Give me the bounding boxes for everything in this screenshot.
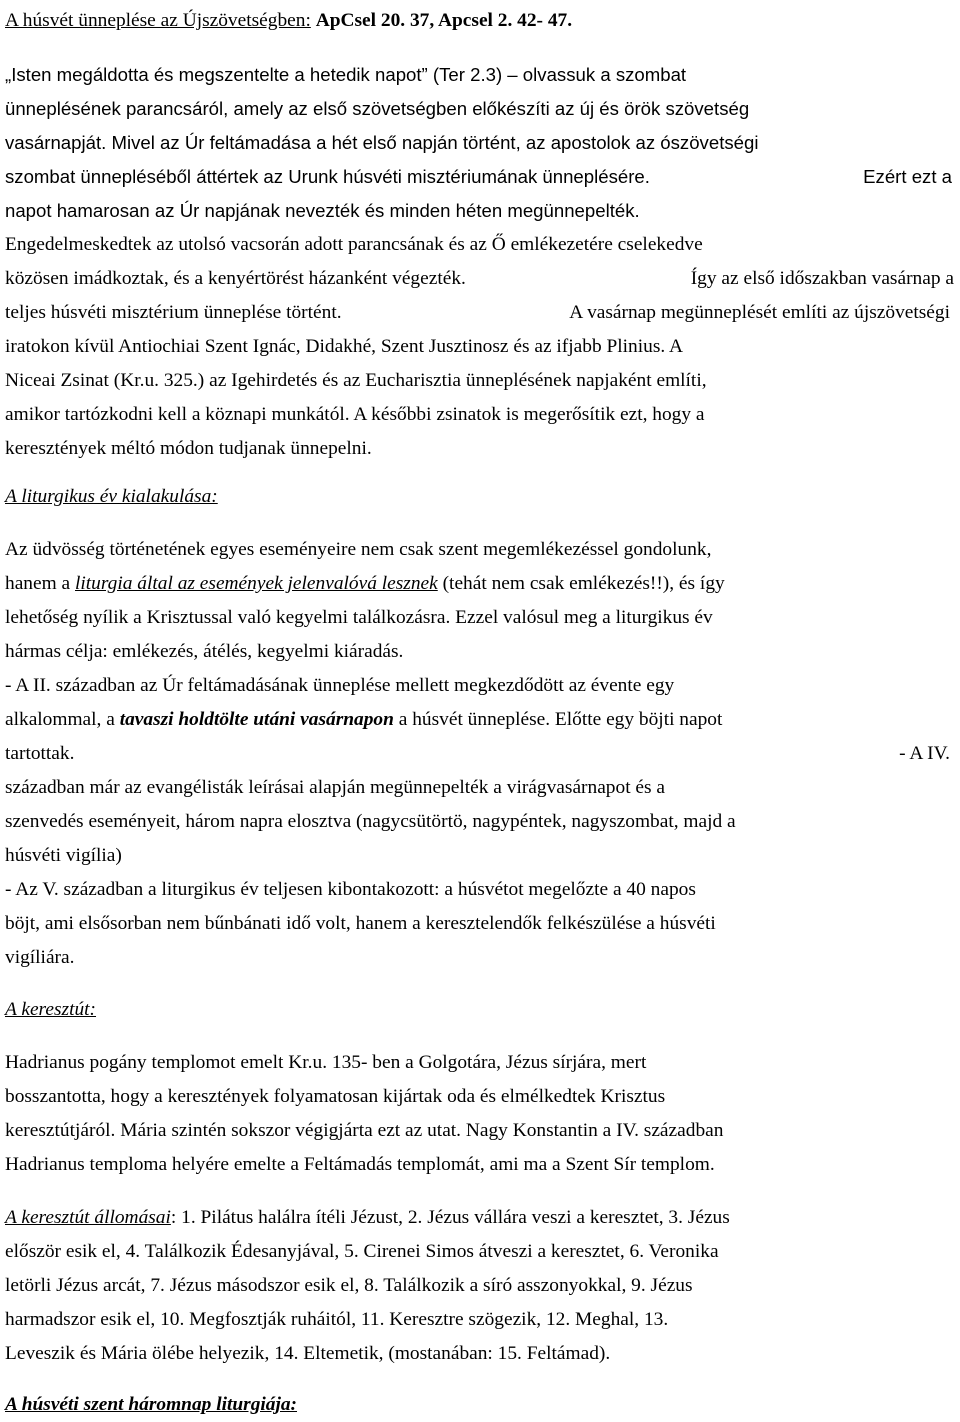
section1-line: teljes húsvéti misztérium ünneplése történt. — [5, 302, 342, 323]
stations-label: A keresztút állomásai — [5, 1207, 171, 1228]
section1-line: amikor tartózkodni kell a köznapi munkától. A későbbi zsinatok is megerősítik ezt, hogy a — [5, 404, 705, 425]
section2-line: alkalommal, a tavaszi holdtölte utáni vasárnapon a húsvét ünneplése. Előtte egy böjti napot — [5, 709, 723, 730]
section2-line: lehetőség nyílik a Krisztussal való kegyelmi találkozásra. Ezzel valósul meg a liturgikus év — [5, 607, 713, 628]
section1-line: közösen imádkoztak, és a kenyértörést házanként végezték. — [5, 268, 466, 289]
section3-line: keresztútjáról. Mária szintén sokszor végigjárta ezt az utat. Nagy Konstantin a IV. században — [5, 1120, 724, 1141]
stations-line: letörli Jézus arcát, 7. Jézus másodszor esik el, 8. Találkozik a síró asszonyokkal, 9. Jézus — [5, 1275, 693, 1296]
section1-line-tail: A vasárnap megünneplését említi az újszövetségi — [569, 302, 950, 323]
section1-line: Engedelmeskedtek az utolsó vacsorán adott parancsának és az Ő emlékezetére cselekedve — [5, 234, 703, 255]
section1-line: napot hamarosan az Úr napjának nevezték és minden héten megünnepelték. — [5, 200, 640, 221]
section2-line: húsvéti vigília) — [5, 845, 122, 866]
section1-title-line — [5, 4, 572, 38]
section2-emphasis: liturgia által az események jelenvalóvá lesznek — [75, 573, 438, 594]
section1-line-tail: Ezért ezt a — [863, 166, 952, 187]
section3-heading: A keresztút: — [5, 999, 97, 1020]
section2-line: században már az evangélisták leírásai alapján megünnepelték a virágvasárnapot és a — [5, 777, 666, 798]
section1-line: vasárnapját. Mivel az Úr feltámadása a hét első napján történt, az apostolok az ószövetségi — [5, 132, 759, 153]
stations-line: Leveszik és Mária ölébe helyezik, 14. Eltemetik, (mostanában: 15. Feltámad). — [5, 1343, 611, 1364]
section4-heading: A húsvéti szent háromnap liturgiája: — [5, 1394, 298, 1415]
stations-line: harmadszor esik el, 10. Megfosztják ruháitól, 11. Keresztre szögezik, 12. Meghal, 13. — [5, 1309, 669, 1330]
section2-line: szenvedés eseményeit, három napra elosztva (nagycsütörtö, nagypéntek, nagyszombat, majd a — [5, 811, 736, 832]
section2-line: vigíliára. — [5, 947, 75, 968]
section2-line: böjt, ami elsősorban nem bűnbánati idő volt, hanem a keresztelendők felkészülése a húsvéti — [5, 913, 716, 934]
section2-line: hármas célja: emlékezés, átélés, kegyelmi kiáradás. — [5, 641, 404, 662]
section1-line: ünneplésének parancsáról, amely az első szövetségben előkészíti az új és örök szövetség — [5, 98, 750, 119]
section3-line: Hadrianus pogány templomot emelt Kr.u. 135- ben a Golgotára, Jézus sírjára, mert — [5, 1052, 647, 1073]
section2-line: - Az V. században a liturgikus év teljesen kibontakozott: a húsvétot megelőzte a 40 napos — [5, 879, 696, 900]
section2-bold-emphasis: tavaszi holdtölte utáni vasárnapon — [119, 709, 394, 730]
section1-line: szombat ünnepléséből áttértek az Urunk húsvéti misztériumának ünneplésére. — [5, 166, 650, 187]
stations-line: először esik el, 4. Találkozik Édesanyjával, 5. Cirenei Simos átveszi a keresztet, 6. Veronika — [5, 1241, 719, 1262]
section1-title: A húsvét ünneplése az Újszövetségben: — [5, 10, 311, 31]
section1-line: Niceai Zsinat (Kr.u. 325.) az Igehirdetés és az Eucharisztia ünneplésének napjaként említi, — [5, 370, 707, 391]
stations-line: A keresztút állomásai: 1. Pilátus halálra ítéli Jézust, 2. Jézus vállára veszi a keresztet, 3. Jézus — [5, 1207, 730, 1228]
section2-line: Az üdvösség történetének egyes eseményeire nem csak szent megemlékezéssel gondolunk, — [5, 539, 712, 560]
section2-line: - A II. században az Úr feltámadásának ünneplése mellett megkezdődött az évente egy — [5, 675, 675, 696]
section3-line: Hadrianus temploma helyére emelte a Feltámadás templomát, ami ma a Szent Sír templom. — [5, 1154, 715, 1175]
section3-line: bosszantotta, hogy a keresztények folyamatosan kijártak oda és elmélkedtek Krisztus — [5, 1086, 666, 1107]
section2-heading: A liturgikus év kialakulása: — [5, 486, 218, 507]
section1-line: „Isten megáldotta és megszentelte a hetedik napot” (Ter 2.3) – olvassuk a szombat — [5, 64, 687, 85]
section1-line: keresztények méltó módon tudjanak ünnepelni. — [5, 438, 372, 459]
section1-line: iratokon kívül Antiochiai Szent Ignác, Didakhé, Szent Jusztinosz és az ifjabb Plinius. A — [5, 336, 684, 357]
section1-references: ApCsel 20. 37, Apcsel 2. 42- 47. — [315, 10, 573, 31]
section1-line-tail: Így az első időszakban vasárnap a — [690, 268, 954, 289]
section2-line: tartottak. — [5, 743, 75, 764]
section2-line-tail: - A IV. — [899, 743, 950, 764]
section2-line: hanem a liturgia által az események jelenvalóvá lesznek (tehát nem csak emlékezés!!), és így — [5, 573, 725, 594]
